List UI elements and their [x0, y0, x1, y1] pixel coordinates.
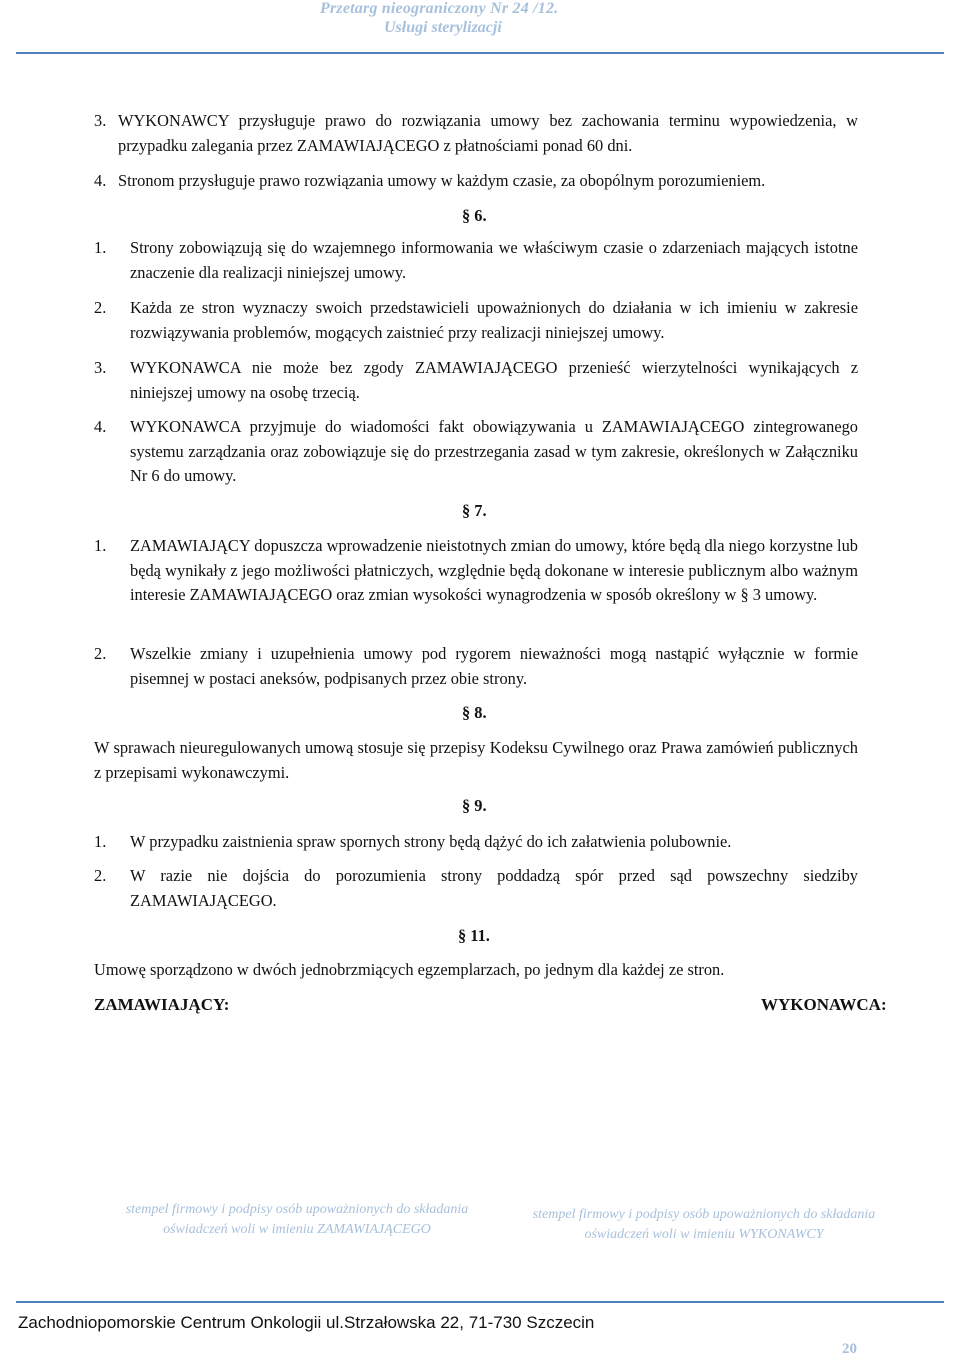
- paragraph: Umowę sporządzono w dwóch jednobrzmiących egzemplarzach, po jednym dla każdej ze stron.: [94, 960, 725, 979]
- list-item: [94, 642, 858, 691]
- list-item-number: 2.: [94, 866, 107, 885]
- paragraph: W sprawach nieuregulowanych umową stosuje się przepisy Kodeksu Cywilnego oraz Prawa zamówień publicznych z przepisami wykonawczymi.: [94, 738, 858, 782]
- list-item-text: Każda ze stron wyznaczy swoich przedstawicieli upoważnionych do działania w ich imieniu w zakresie rozwiązywania problemów, mogących zaistnieć przy realizacji niniejszej umowy.: [130, 298, 858, 342]
- signature-label-orderer: ZAMAWIAJĄCY:: [94, 995, 230, 1014]
- list-item: [94, 415, 858, 489]
- stamp-note-line: stempel firmowy i podpisy osób upoważnionych do składania: [125, 1202, 469, 1217]
- stamp-note-contractor: [505, 1205, 903, 1245]
- section-heading-9: § 9.: [462, 796, 487, 815]
- list-item-text: WYKONAWCA nie może bez zgody ZAMAWIAJĄCEGO przenieść wierzytelności wynikających z niniejszej umowy na osobę trzecią.: [130, 358, 858, 402]
- list-item: [94, 236, 858, 285]
- section-heading-7: § 7.: [462, 501, 487, 520]
- section-heading-8: § 8.: [462, 703, 487, 722]
- footer-rule: [16, 1301, 944, 1303]
- list-item-text: ZAMAWIAJĄCY dopuszcza wprowadzenie nieistotnych zmian do umowy, które będą dla niego korzystne lub będą wynikały z jego możliwości płatniczych, względnie będą dokonane w interesie publicznym albo ważnym interesie ZAMAWIAJĄCEGO oraz zmian wysokości wynagrodzenia w sposób określony w § 3 umowy.: [130, 536, 858, 605]
- page-number: 20: [842, 1341, 857, 1357]
- header-rule: [16, 52, 944, 54]
- list-item-text: W przypadku zaistnienia spraw spornych strony będą dążyć do ich załatwienia polubownie.: [130, 832, 732, 851]
- list-item: [94, 864, 858, 913]
- list-item-number: 1.: [94, 238, 107, 257]
- list-item-number: 4.: [94, 417, 107, 436]
- footer-address: Zachodniopomorskie Centrum Onkologii ul.Strzałowska 22, 71-730 Szczecin: [18, 1313, 595, 1332]
- list-item: [94, 169, 898, 194]
- stamp-note-line: oświadczeń woli w imieniu WYKONAWCY: [584, 1227, 824, 1242]
- list-item-text: WYKONAWCY przysługuje prawo do rozwiązania umowy bez zachowania terminu wypowiedzenia, w przypadku zalegania przez ZAMAWIAJĄCEGO z płatnościami ponad 60 dni.: [118, 111, 858, 155]
- list-item-number: 2.: [94, 298, 107, 317]
- stamp-note-line: oświadczeń woli w imieniu ZAMAWIAJĄCEGO: [163, 1222, 431, 1237]
- section-heading-11: § 11.: [458, 926, 490, 945]
- header-service-name: Usługi sterylizacji: [384, 19, 502, 36]
- list-item-text: Wszelkie zmiany i uzupełnienia umowy pod rygorem nieważności mogą nastąpić wyłącznie w formie pisemnej w postaci aneksów, podpisanych przez obie strony.: [130, 644, 858, 688]
- list-item-number: 1.: [94, 536, 107, 555]
- list-item-text: WYKONAWCA przyjmuje do wiadomości fakt obowiązywania u ZAMAWIAJĄCEGO zintegrowanego systemu zarządzania oraz zobowiązuje się do przestrzegania zasad w tym zakresie, określonych w Załączniku Nr 6 do umowy.: [130, 417, 858, 486]
- list-item: [94, 356, 858, 405]
- header-tender-number: Przetarg nieograniczony Nr 24 /12.: [320, 0, 559, 17]
- list-item: [94, 830, 870, 855]
- list-item-text: Stronom przysługuje prawo rozwiązania umowy w każdym czasie, za obopólnym porozumieniem.: [118, 171, 766, 190]
- list-item-number: 2.: [94, 644, 107, 663]
- list-item-text: W razie nie dojścia do porozumienia strony poddadzą spór przed sąd powszechny siedziby ZAMAWIAJĄCEGO.: [130, 866, 858, 910]
- list-item-number: 3.: [94, 358, 107, 377]
- signature-label-contractor: WYKONAWCA:: [761, 995, 887, 1014]
- stamp-note-line: stempel firmowy i podpisy osób upoważnionych do składania: [532, 1207, 876, 1222]
- stamp-note-orderer: [98, 1200, 496, 1240]
- list-item: [94, 109, 858, 158]
- list-item-number: 3.: [94, 111, 107, 130]
- section-heading-6: § 6.: [462, 206, 487, 225]
- list-item: [94, 534, 858, 608]
- list-item-number: 4.: [94, 171, 107, 190]
- list-item-number: 1.: [94, 832, 107, 851]
- list-item: [94, 296, 858, 345]
- list-item-text: Strony zobowiązują się do wzajemnego informowania we właściwym czasie o zdarzeniach mających istotne znaczenie dla realizacji niniejszej umowy.: [130, 238, 858, 282]
